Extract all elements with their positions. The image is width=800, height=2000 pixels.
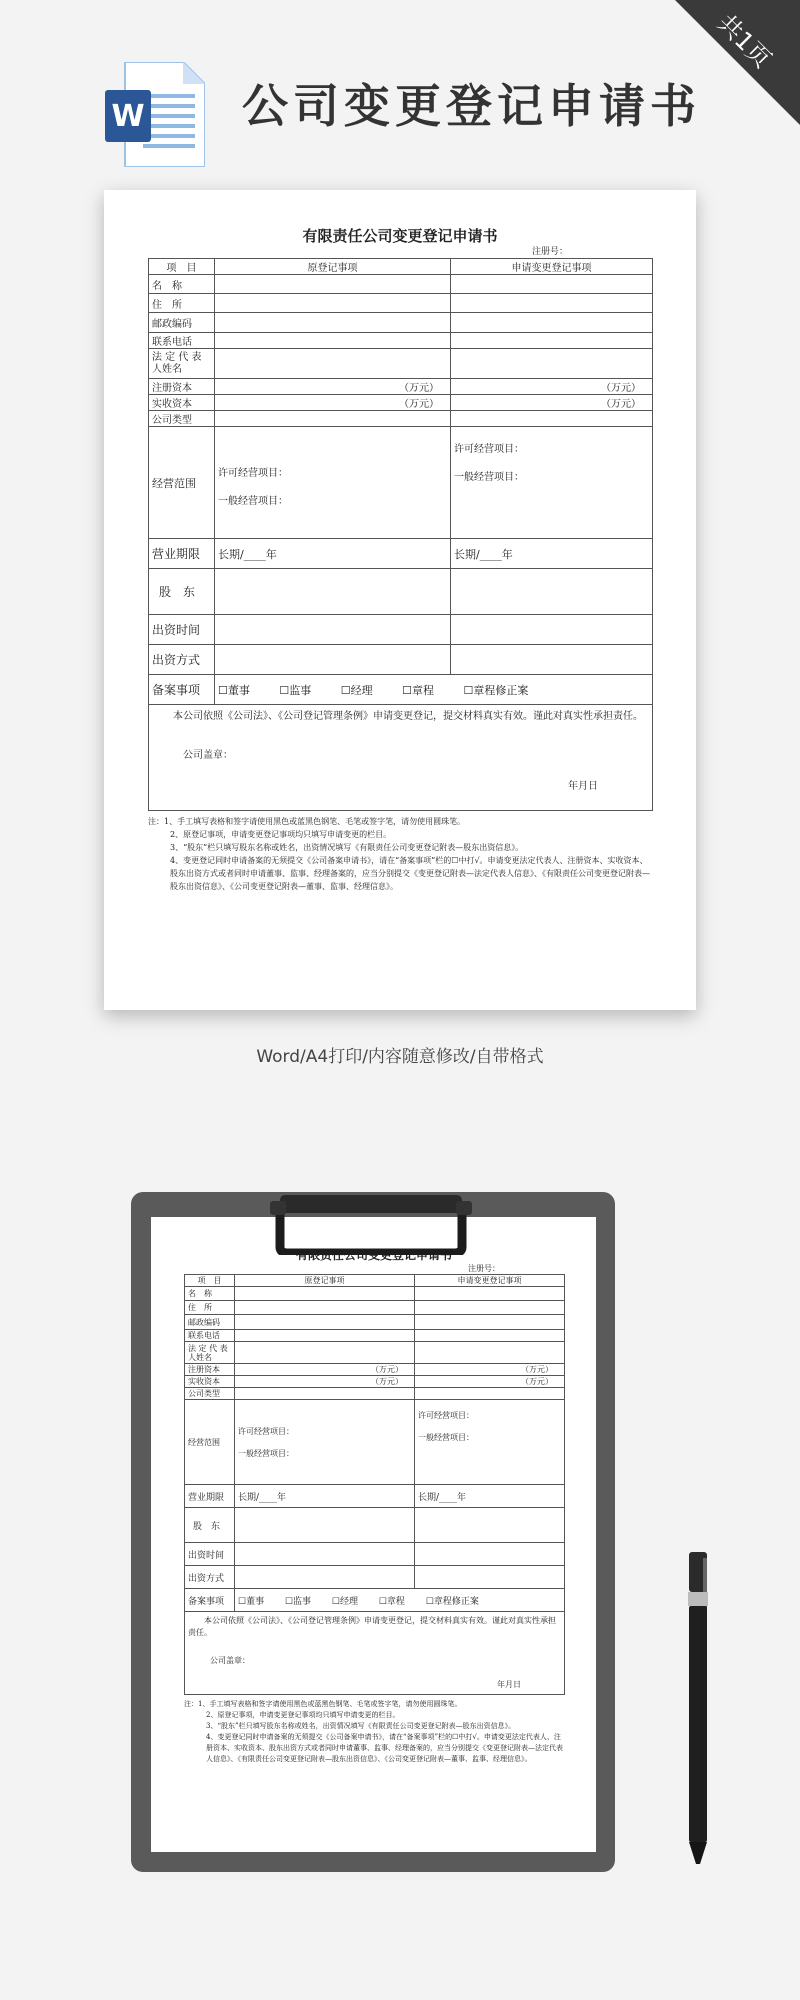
form-title: 有限责任公司变更登记申请书	[302, 227, 498, 245]
svg-text:W: W	[111, 99, 145, 134]
col-header-item: 项 目	[149, 259, 215, 275]
form-container-small	[184, 1247, 564, 1765]
row-label-invest-method: 出资方式	[149, 645, 215, 675]
field-cell[interactable]	[215, 349, 451, 379]
registration-number-label: 注册号：	[531, 247, 568, 257]
notes	[148, 815, 652, 893]
field-cell[interactable]	[215, 294, 451, 313]
row-label-invest-time: 出资时间	[185, 1543, 235, 1566]
field-cell[interactable]	[215, 333, 451, 349]
header	[0, 0, 800, 185]
col-header-change: 申请变更登记事项	[415, 1275, 565, 1287]
field-cell[interactable]	[215, 379, 451, 395]
row-label-scope: 经营范围	[185, 1400, 235, 1485]
field-cell	[415, 1301, 565, 1315]
date-label: 年月日	[497, 1680, 521, 1689]
declaration-cell	[149, 705, 653, 811]
company-seal-label: 公司盖章：	[210, 1656, 250, 1665]
field-cell[interactable]	[451, 379, 653, 395]
field-cell	[235, 1543, 415, 1566]
table-row	[185, 1566, 565, 1589]
form-container	[148, 226, 652, 893]
unit-label: （万元）	[371, 1365, 403, 1374]
table-row	[149, 313, 653, 333]
note-item: 3、“股东”栏只填写股东名称或姓名，出资情况填写《有限责任公司变更登记附表—股东出资信息》。	[170, 843, 524, 852]
field-cell[interactable]	[451, 349, 653, 379]
checkbox-articles: ☐章程	[378, 1596, 405, 1607]
row-label-address: 住 所	[149, 294, 215, 313]
checkbox-director[interactable]: ☐董事	[218, 683, 250, 697]
field-cell[interactable]	[451, 645, 653, 675]
registration-number-label: 注册号：	[468, 1264, 500, 1273]
field-cell[interactable]	[215, 569, 451, 615]
declaration-cell	[185, 1612, 565, 1695]
field-cell	[235, 1315, 415, 1330]
table-row	[149, 333, 653, 349]
field-cell[interactable]	[451, 569, 653, 615]
field-cell	[415, 1315, 565, 1330]
table-row	[149, 539, 653, 569]
row-label-invest-method: 出资方式	[185, 1566, 235, 1589]
term-field-original: 长期/____年	[235, 1485, 415, 1508]
unit-label: （万元）	[371, 1377, 403, 1386]
row-label-company-type: 公司类型	[185, 1388, 235, 1400]
table-row	[149, 275, 653, 294]
row-label-shareholders: 股 东	[149, 569, 215, 615]
general-items-label: 一般经营项目：	[238, 1448, 294, 1458]
word-icon	[105, 62, 205, 167]
row-label-phone: 联系电话	[185, 1330, 235, 1342]
declaration-text: 本公司依照《公司法》、《公司登记管理条例》申请变更登记，提交材料真实有效。谨此对真实性承担责任。	[173, 711, 643, 722]
page-count-label: 共1页	[711, 8, 777, 74]
document-preview	[104, 190, 696, 1010]
field-cell[interactable]	[215, 645, 451, 675]
table-row	[149, 675, 653, 705]
table-row	[149, 569, 653, 615]
term-field-change: 长期/____年	[415, 1485, 565, 1508]
term-field-original[interactable]: 长期/____年	[215, 539, 451, 569]
table-row	[149, 294, 653, 313]
note-item: 2、原登记事项，申请变更登记事项均只填写申请变更的栏目。	[206, 1711, 400, 1719]
field-cell	[415, 1287, 565, 1301]
row-label-postcode: 邮政编码	[185, 1315, 235, 1330]
field-cell	[415, 1566, 565, 1589]
row-label-address: 住 所	[185, 1301, 235, 1315]
row-label-legal-rep: 法 定 代 表 人姓名	[149, 349, 215, 379]
filing-options	[215, 675, 653, 705]
field-cell[interactable]	[451, 275, 653, 294]
field-cell	[415, 1342, 565, 1364]
row-label-reg-capital: 注册资本	[149, 379, 215, 395]
row-label-paid-capital: 实收资本	[185, 1376, 235, 1388]
checkbox-supervisor: ☐监事	[284, 1596, 312, 1607]
field-cell	[415, 1543, 565, 1566]
table-row	[149, 379, 653, 395]
table-row	[149, 411, 653, 427]
col-header-change: 申请变更登记事项	[451, 259, 653, 275]
unit-label: （万元）	[601, 383, 641, 394]
table-row	[185, 1330, 565, 1342]
declaration-row	[185, 1612, 565, 1695]
row-label-scope: 经营范围	[149, 427, 215, 539]
application-form-table-small	[184, 1274, 565, 1695]
term-field-change[interactable]: 长期/____年	[451, 539, 653, 569]
field-cell	[415, 1330, 565, 1342]
table-row	[185, 1543, 565, 1566]
date-label: 年月日	[568, 781, 598, 792]
table-row	[185, 1287, 565, 1301]
note-item: 2、原登记事项，申请变更登记事项均只填写申请变更的栏目。	[170, 830, 392, 839]
licensed-items-label: 许可经营项目：	[454, 444, 524, 455]
declaration-row	[149, 705, 653, 811]
field-cell[interactable]	[215, 411, 451, 427]
note-item: 注：1、手工填写表格和签字请使用黑色或蓝黑色钢笔、毛笔或签字笔，请勿使用圆珠笔。	[184, 1700, 462, 1708]
field-cell[interactable]	[451, 313, 653, 333]
unit-label: （万元）	[399, 399, 439, 410]
company-seal-label: 公司盖章：	[183, 750, 233, 761]
note-item: 3、“股东”栏只填写股东名称或姓名，出资情况填写《有限责任公司变更登记附表—股东出资信息》。	[206, 1722, 516, 1730]
table-row	[149, 615, 653, 645]
field-cell[interactable]	[451, 333, 653, 349]
field-cell	[235, 1566, 415, 1589]
checkbox-articles-amendment[interactable]: ☐章程修正案	[463, 683, 529, 697]
unit-label: （万元）	[601, 399, 641, 410]
field-cell	[235, 1301, 415, 1315]
table-row	[185, 1485, 565, 1508]
row-label-term: 营业期限	[185, 1485, 235, 1508]
col-header-original: 原登记事项	[215, 259, 451, 275]
field-cell	[235, 1330, 415, 1342]
field-cell[interactable]	[451, 615, 653, 645]
table-header-row	[149, 259, 653, 275]
field-cell[interactable]	[451, 427, 653, 539]
note-item: 注：1、手工填写表格和签字请使用黑色或蓝黑色钢笔、毛笔或签字笔，请勿使用圆珠笔。	[148, 817, 466, 826]
unit-label: （万元）	[521, 1365, 553, 1374]
pen-icon	[683, 1548, 713, 1868]
licensed-items-label: 许可经营项目：	[418, 1411, 474, 1420]
field-cell	[235, 1400, 415, 1485]
note-item: 4、变更登记同时申请备案的无须提交《公司备案申请书》，请在“备案事项”栏的☐中打√。申请变更法定代表人、注册资本、实收资本、股东出资方式或者同时申请董事、监事、经理备案的，应当分别提交《变更登记附表—法定代表人信息》、《有限责任公司变更登记附表—股东出资信息》、《公司变更登记附表—董事、监事、经理信息》。	[206, 1733, 563, 1763]
page-count-ribbon	[675, 0, 800, 125]
field-cell[interactable]	[215, 427, 451, 539]
field-cell	[235, 1287, 415, 1301]
field-cell	[415, 1388, 565, 1400]
table-row	[185, 1364, 565, 1376]
table-row	[185, 1376, 565, 1388]
clipboard-paper	[151, 1217, 596, 1852]
field-cell	[415, 1400, 565, 1485]
field-cell[interactable]	[451, 411, 653, 427]
table-row	[149, 349, 653, 379]
field-cell[interactable]	[215, 615, 451, 645]
field-cell	[235, 1508, 415, 1543]
table-row	[149, 427, 653, 539]
row-label-term: 营业期限	[149, 539, 215, 569]
row-label-paid-capital: 实收资本	[149, 395, 215, 411]
general-items-label: 一般经营项目：	[454, 472, 524, 483]
row-label-filing: 备案事项	[149, 675, 215, 705]
field-cell[interactable]	[451, 294, 653, 313]
row-label-shareholders: 股 东	[185, 1508, 235, 1543]
checkbox-articles[interactable]: ☐章程	[402, 683, 434, 697]
table-row	[185, 1400, 565, 1485]
table-row	[185, 1589, 565, 1612]
unit-label: （万元）	[521, 1377, 553, 1386]
note-item: 4、变更登记同时申请备案的无须提交《公司备案申请书》，请在“备案事项”栏的☐中打√。申请变更法定代表人、注册资本、实收资本、股东出资方式或者同时申请董事、监事、经理备案的，应当分别提交《变更登记附表—法定代表人信息》、《有限责任公司变更登记附表—股东出资信息》、《公司变更登记附表—董事、监事、经理信息》。	[170, 856, 650, 891]
row-label-phone: 联系电话	[149, 333, 215, 349]
col-header-item: 项 目	[185, 1275, 235, 1287]
row-label-postcode: 邮政编码	[149, 313, 215, 333]
field-cell	[235, 1364, 415, 1376]
checkbox-manager[interactable]: ☐经理	[340, 683, 373, 697]
table-row	[185, 1508, 565, 1543]
checkbox-articles-amendment: ☐章程修正案	[425, 1596, 479, 1607]
page-title: 公司变更登记申请书	[242, 79, 701, 133]
field-cell	[415, 1364, 565, 1376]
general-items-label: 一般经营项目：	[418, 1433, 474, 1442]
checkbox-director: ☐董事	[238, 1596, 265, 1607]
table-row	[185, 1342, 565, 1364]
field-cell[interactable]	[451, 395, 653, 411]
row-label-reg-capital: 注册资本	[185, 1364, 235, 1376]
field-cell	[415, 1376, 565, 1388]
licensed-items-label: 许可经营项目：	[218, 467, 288, 479]
table-header-row	[185, 1275, 565, 1287]
form-title: 有限责任公司变更登记申请书	[295, 1248, 452, 1262]
table-row	[185, 1301, 565, 1315]
table-row	[185, 1388, 565, 1400]
field-cell[interactable]	[215, 275, 451, 294]
checkbox-supervisor[interactable]: ☐监事	[279, 683, 312, 697]
row-label-legal-rep: 法 定 代 表 人姓名	[185, 1342, 235, 1364]
table-row	[185, 1315, 565, 1330]
row-label-filing: 备案事项	[185, 1589, 235, 1612]
declaration-text: 本公司依照《公司法》、《公司登记管理条例》申请变更登记，提交材料真实有效。谨此对真实性承担责任。	[188, 1616, 556, 1637]
filing-options	[235, 1589, 565, 1612]
caption: Word/A4打印/内容随意修改/自带格式	[256, 1047, 544, 1067]
field-cell[interactable]	[215, 395, 451, 411]
unit-label: （万元）	[399, 383, 439, 394]
checkbox-manager: ☐经理	[331, 1596, 358, 1607]
col-header-original: 原登记事项	[235, 1275, 415, 1287]
table-row	[149, 395, 653, 411]
field-cell	[235, 1376, 415, 1388]
field-cell	[415, 1508, 565, 1543]
clipboard-clip-icon	[268, 1195, 474, 1255]
notes	[184, 1699, 564, 1765]
table-row	[149, 645, 653, 675]
row-label-name: 名 称	[185, 1287, 235, 1301]
application-form-table	[148, 258, 653, 811]
row-label-name: 名 称	[149, 275, 215, 294]
licensed-items-label: 许可经营项目：	[238, 1426, 294, 1436]
row-label-company-type: 公司类型	[149, 411, 215, 427]
general-items-label: 一般经营项目：	[218, 495, 288, 507]
field-cell	[235, 1388, 415, 1400]
field-cell	[235, 1342, 415, 1364]
field-cell[interactable]	[215, 313, 451, 333]
row-label-invest-time: 出资时间	[149, 615, 215, 645]
